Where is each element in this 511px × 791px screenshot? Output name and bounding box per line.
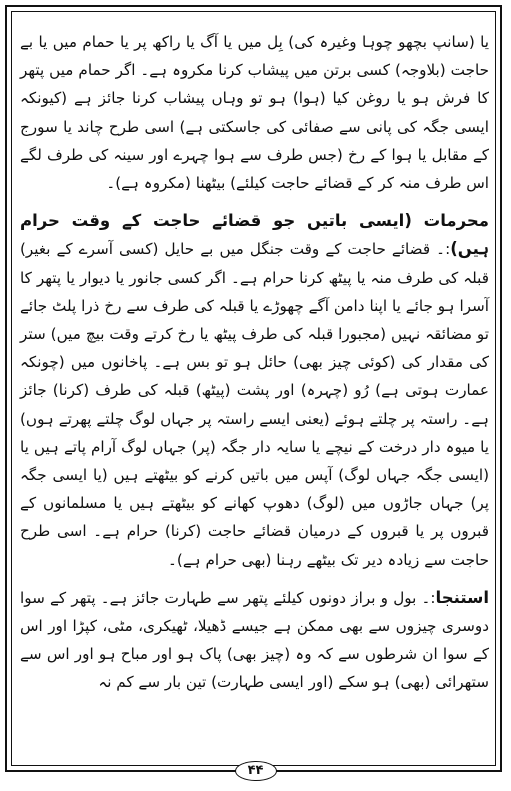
- paragraph-text: :۔ قضائے حاجت کے وقت جنگل میں بے حایل (کسی آسرے کے بغیر) قبلہ کی طرف منہ یا پیٹھ کرنا حرام ہے۔ اگر کسی جانور یا دیوار یا پتھر کا آسرا ہو جائے یا اپنا دامن آگے چھوڑے یا قبلہ کی طرف سے رخ ذرا پلٹ جائے تو مضائقہ نہیں (مجبورا قبلہ کی طرف پیٹھ یا رخ کرتے وقت بیچ میں) ستر کی مقدار کی (کوئی چیز بھی) حائل ہو تو بس ہے۔ پاخانوں میں (چونکہ عمارت ہوتی ہے) رُو (چہرہ) اور پشت (پیٹھ) قبلہ کی طرف (کرنا) جائز ہے۔ راستہ پر چلتے ہوئے (یعنی ایسے راستہ پر جہاں لوگ چلتے پھرتے ہوں) یا میوہ دار درخت کے نیچے یا سایہ دار جگہ (پر) جہاں لوگ آرام پاتے ہیں یا (ایسی جگہ جہاں لوگ) آپس میں باتیں کرنے کو بیٹھتے ہیں (یا ایسی جگہ پر) جہاں جاڑوں میں (لوگ) دھوپ کھانے کو بیٹھتے ہیں یا مسلمانوں کے قبروں پر یا قبروں کے درمیان قضائے حاجت (کرنا) حرام ہے۔ اسی طرح حاجت سے زیادہ دیر تک بیٹھے رہنا (بھی حرام ہے)۔: [20, 240, 489, 569]
- page-body: [20, 28, 489, 697]
- page-number: ۴۴: [235, 761, 277, 781]
- paragraph-makruhat: [20, 28, 489, 197]
- paragraph-istinja: [20, 584, 489, 697]
- paragraph-text: :۔ بول و براز دونوں کیلئے پتھر سے طہارت جائز ہے۔ پتھر کے سوا دوسری چیزوں سے بھی ممکن ہے جیسے ڈھیلا، ٹھیکری، مٹی، کپڑا اور اس کے سوا ان شرطوں سے کہ وہ (چیز بھی) پاک ہو اور مباح ہو اور اس سے ستھرائی (بھی) ہو سکے (اور ایسی طہارت) تین بار سے کم نہ: [20, 588, 489, 692]
- paragraph-text: یا (سانپ بچھو چوہا وغیرہ کی) بِل میں یا آگ یا راکھ پر یا حمام میں یا بے حاجت (بلاوجہ) کسی برتن میں پیشاب کرنا مکروہ ہے۔ اگر حمام میں پتھر کا فرش ہو یا روغن کیا (ہوا) ہو تو وہاں پیشاب کرنا جائز ہے (کیونکہ ایسی جگہ کی پانی سے صفائی کی جاسکتی ہے) اسی طرح چاند یا سورج کے مقابل یا ہوا کے رخ (جس طرف سے ہوا چہرے اور سینہ کی طرف لگے اس طرف منہ کر کے قضائے حاجت کیلئے) بیٹھنا (مکروہ ہے)۔: [20, 33, 489, 193]
- paragraph-muharramat: [20, 207, 489, 574]
- section-heading-istinja: استنجا: [435, 587, 489, 607]
- section-heading-muharramat: محرمات (ایسی باتیں جو قضائے حاجت کے وقت حرام ہیں): [20, 211, 489, 259]
